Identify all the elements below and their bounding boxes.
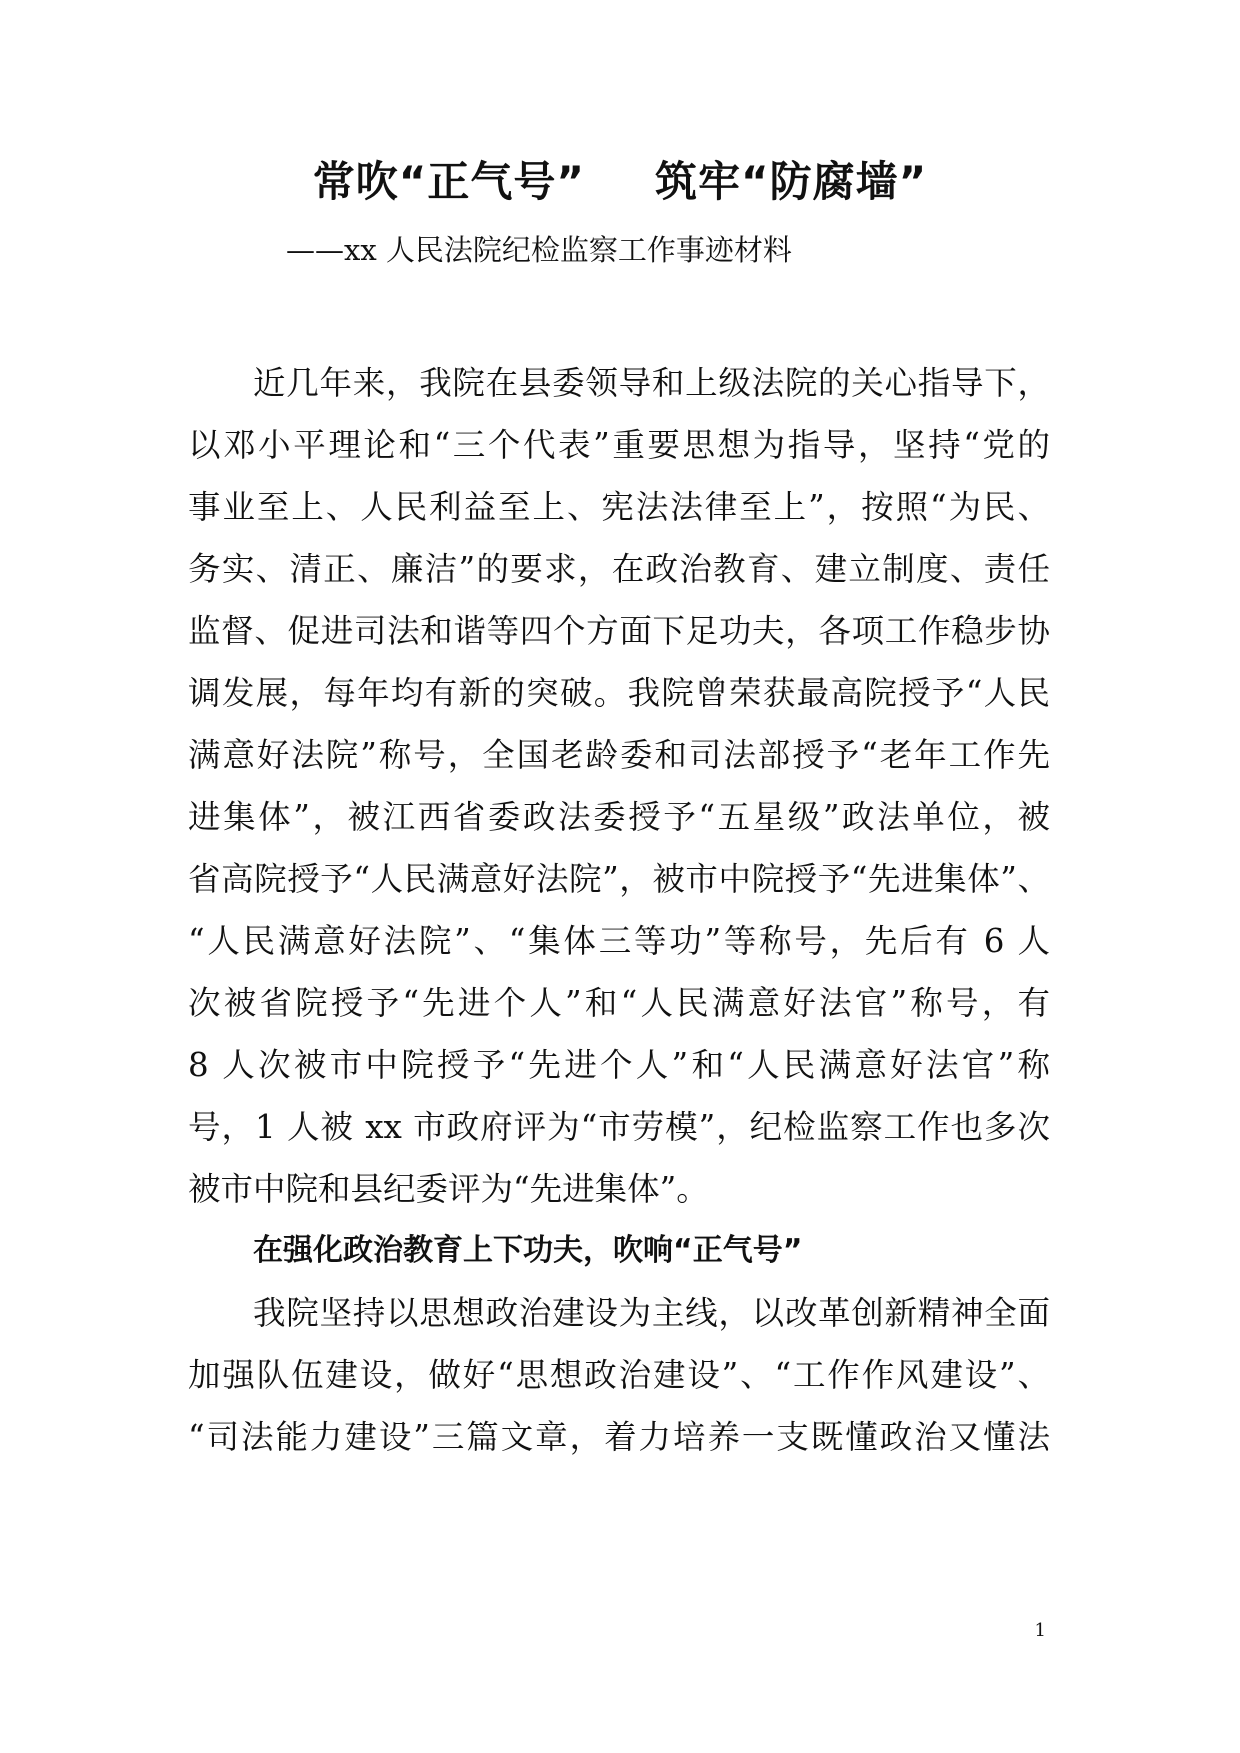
paragraph-line: 务实、清正、廉洁”的要求，在政治教育、建立制度、责任 bbox=[188, 550, 1050, 588]
paragraph-line: “司法能力建设”三篇文章，着力培养一支既懂政治又懂法 bbox=[188, 1418, 1050, 1456]
paragraph-line: 我院坚持以思想政治建设为主线，以改革创新精神全面 bbox=[253, 1294, 1050, 1332]
section-heading: 在强化政治教育上下功夫，吹响“正气号” bbox=[253, 1233, 803, 1268]
paragraph-line: 8 人次被市中院授予“先进个人”和“人民满意好法官”称 bbox=[188, 1046, 1050, 1084]
paragraph-line: 加强队伍建设，做好“思想政治建设”、“工作作风建设”、 bbox=[188, 1356, 1050, 1394]
paragraph-line: 省高院授予“人民满意好法院”，被市中院授予“先进集体”、 bbox=[188, 860, 1050, 898]
paragraph-line: 号，1 人被 xx 市政府评为“市劳模”，纪检监察工作也多次 bbox=[188, 1108, 1050, 1146]
paragraph-line: 进集体”，被江西省委政法委授予“五星级”政法单位，被 bbox=[188, 798, 1050, 836]
paragraph-line: 以邓小平理论和“三个代表”重要思想为指导，坚持“党的 bbox=[188, 426, 1050, 464]
title-part-1: 常吹“正气号” bbox=[312, 157, 585, 206]
paragraph-line: “人民满意好法院”、“集体三等功”等称号，先后有 6 人 bbox=[188, 922, 1050, 960]
paragraph-1 bbox=[188, 352, 1050, 1220]
paragraph-line: 监督、促进司法和谐等四个方面下足功夫，各项工作稳步协 bbox=[188, 612, 1050, 650]
paragraph-line: 近几年来，我院在县委领导和上级法院的关心指导下， bbox=[253, 364, 1050, 402]
paragraph-line: 被市中院和县纪委评为“先进集体”。 bbox=[188, 1170, 709, 1208]
paragraph-line: 次被省院授予“先进个人”和“人民满意好法官”称号，有 bbox=[188, 984, 1050, 1022]
document-subtitle: ——xx 人民法院纪检监察工作事迹材料 bbox=[286, 233, 792, 267]
document-title bbox=[200, 152, 1040, 212]
paragraph-line: 事业至上、人民利益至上、宪法法律至上”，按照“为民、 bbox=[188, 488, 1050, 526]
paragraph-line: 调发展，每年均有新的突破。我院曾荣获最高院授予“人民 bbox=[188, 674, 1050, 712]
paragraph-line: 满意好法院”称号，全国老龄委和司法部授予“老年工作先 bbox=[188, 736, 1050, 774]
document-body bbox=[188, 352, 1050, 1468]
paragraph-2 bbox=[188, 1282, 1050, 1468]
title-part-2: 筑牢“防腐墙” bbox=[655, 157, 928, 206]
page-number: 1 bbox=[1034, 1620, 1046, 1641]
